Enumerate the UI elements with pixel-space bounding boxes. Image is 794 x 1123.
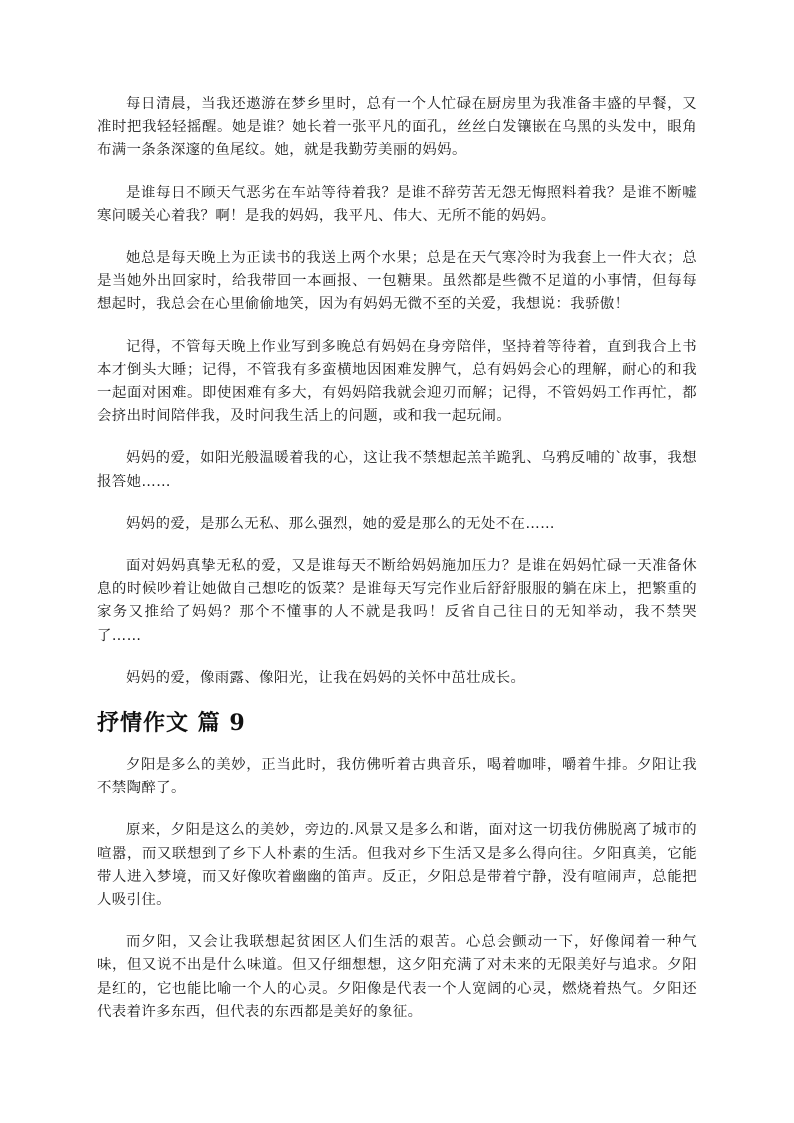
- paragraph-who-waits: 是谁每日不顾天气恶劣在车站等待着我？是谁不辞劳苦无怨无悔照料着我？是谁不断嘘寒问暖关心着我？啊！是我的妈妈，我平凡、伟大、无所不能的妈妈。: [97, 184, 697, 224]
- paragraph-reflection: 面对妈妈真挚无私的爱，又是谁每天不断给妈妈施加压力？是谁在妈妈忙碌一天准备休息的时候吵着让她做自己想吃的饭菜？是谁每天写完作业后舒舒服服的躺在床上，把繁重的家务又推给了妈妈？那个不懂事的人不就是我吗！反省自己往日的无知举动，我不禁哭了……: [97, 558, 697, 644]
- paragraph-rain-and-sun: 妈妈的爱，像雨露、像阳光，让我在妈妈的关怀中茁壮成长。: [126, 669, 526, 686]
- paragraph-love-selfless: 妈妈的爱，是那么无私、那么强烈，她的爱是那么的无处不在……: [126, 515, 555, 532]
- paragraph-sunset-scenery: 原来，夕阳是这么的美妙，旁边的.风景又是多么和谐，面对这一切我仿佛脱离了城市的喧嚣，而又联想到了乡下人朴素的生活。但我对乡下生活又是多么得向往。夕阳真美，它能带人进入梦境，而又好像吹着幽幽的笛声。反正，夕阳总是带着宁静，没有喧闹声，总能把人吸引住。: [97, 822, 697, 909]
- article-body: [97, 93, 697, 1043]
- paragraph-remember: 记得，不管每天晚上作业写到多晚总有妈妈在身旁陪伴，坚持着等待着，直到我合上书本才倒头大睡；记得，不管我有多蛮横地因困难发脾气，总有妈妈会心的理解，耐心的和我一起面对困难。即使困难有多大，有妈妈陪我就会迎刃而解；记得，不管妈妈工作再忙，都会挤出时间陪伴我，及时问我生活上的问题，或和我一起玩闹。: [97, 338, 697, 425]
- paragraph-fruit-and-coat: 她总是每天晚上为正读书的我送上两个水果；总是在天气寒冷时为我套上一件大衣；总是当她外出回家时，给我带回一本画报、一包糖果。虽然都是些微不足道的小事情，但每每想起时，我总会在心里偷偷地笑，因为有妈妈无微不至的关爱，我想说：我骄傲！: [97, 250, 697, 313]
- section-heading: 抒情作文 篇 9: [97, 710, 246, 737]
- paragraph-sunset-wonderful: 夕阳是多么的美妙，正当此时，我仿佛听着古典音乐，喝着咖啡，嚼着牛排。夕阳让我不禁陶醉了。: [97, 757, 697, 797]
- paragraph-love-like-sunshine: 妈妈的爱，如阳光般温暖着我的心，这让我不禁想起羔羊跪乳、乌鸦反哺的`故事，我想报答她……: [97, 450, 697, 490]
- paragraph-sunset-reflection: 而夕阳，又会让我联想起贫困区人们生活的艰苦。心总会颤动一下，好像闻着一种气味，但又说不出是什么味道。但又仔细想想，这夕阳充满了对未来的无限美好与追求。夕阳是红的，它也能比喻一个人的心灵。夕阳像是代表一个人宽阔的心灵，燃烧着热气。夕阳还代表着许多东西，但代表的东西都是美好的象征。: [97, 934, 697, 1020]
- paragraph-morning-mother: 每日清晨，当我还遨游在梦乡里时，总有一个人忙碌在厨房里为我准备丰盛的早餐，又准时把我轻轻摇醒。她是谁？她长着一张平凡的面孔，丝丝白发镶嵌在乌黑的头发中，眼角布满一条条深邃的鱼尾纹。她，就是我勤劳美丽的妈妈。: [97, 96, 697, 159]
